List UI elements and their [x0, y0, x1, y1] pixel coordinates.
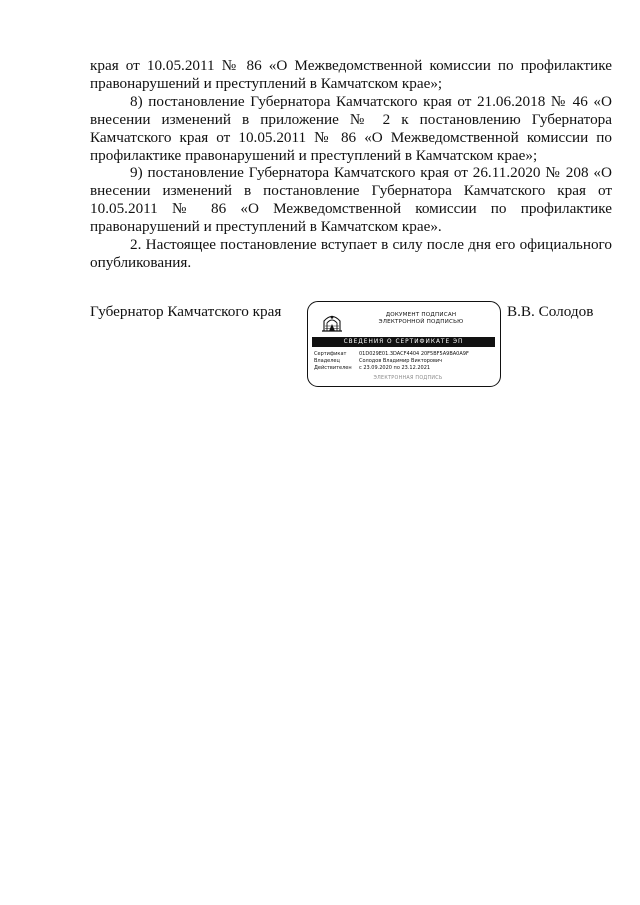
stamp-label: Владелец	[314, 358, 340, 365]
paragraph-item-9: 9) постановление Губернатора Камчатского края от 26.11.2020 № 208 «О внесении изменений в постановление Губернатора Камчатского края от 10.05.2011 № 86 «О Межведомственной комиссии по профилактике правонарушений и преступлений в Камчатском крае».	[90, 164, 612, 236]
stamp-value: 01D029E01.3DACF4404 20F5BF5A9BA0A9F	[359, 351, 469, 357]
document-body	[90, 57, 612, 272]
signatory-position: Губернатор Камчатского края	[90, 303, 282, 320]
stamp-value: с 23.09.2020 по 23.12.2021	[359, 365, 431, 372]
paragraph-item-8: 8) постановление Губернатора Камчатского края от 21.06.2018 № 46 «О внесении изменений в приложение № 2 к постановлению Губернатора Камчатского края от 10.05.2011 № 86 «О Межведомственной комиссии по профилактике правонарушений и преступлений в Камчатском крае»;	[90, 92, 612, 164]
stamp-row-validity	[314, 365, 496, 372]
paragraph-continuation: края от 10.05.2011 № 86 «О Межведомственной комиссии по профилактике правонарушений и преступлений в Камчатском крае»;	[90, 57, 612, 92]
stamp-footer: ЭЛЕКТРОННАЯ ПОДПИСЬ	[373, 376, 443, 381]
stamp-heading	[348, 312, 494, 326]
paragraph-clause-2: 2. Настоящее постановление вступает в силу после дня его официального опубликования.	[90, 236, 612, 271]
signatory-name: В.В. Солодов	[507, 303, 594, 320]
stamp-details	[314, 351, 496, 373]
stamp-certificate-bar: СВЕДЕНИЯ О СЕРТИФИКАТЕ ЭП	[312, 337, 495, 347]
coat-of-arms-icon	[321, 311, 343, 333]
electronic-signature-stamp	[307, 301, 501, 387]
stamp-label: Сертификат	[314, 351, 347, 357]
stamp-label: Действителен	[314, 365, 352, 372]
stamp-row-certificate	[314, 351, 496, 358]
stamp-value: Солодов Владимир Викторович	[359, 358, 443, 365]
stamp-heading-line-2: ЭЛЕКТРОННОЙ ПОДПИСЬЮ	[378, 319, 464, 325]
stamp-heading-line-1: ДОКУМЕНТ ПОДПИСАН	[385, 312, 457, 318]
